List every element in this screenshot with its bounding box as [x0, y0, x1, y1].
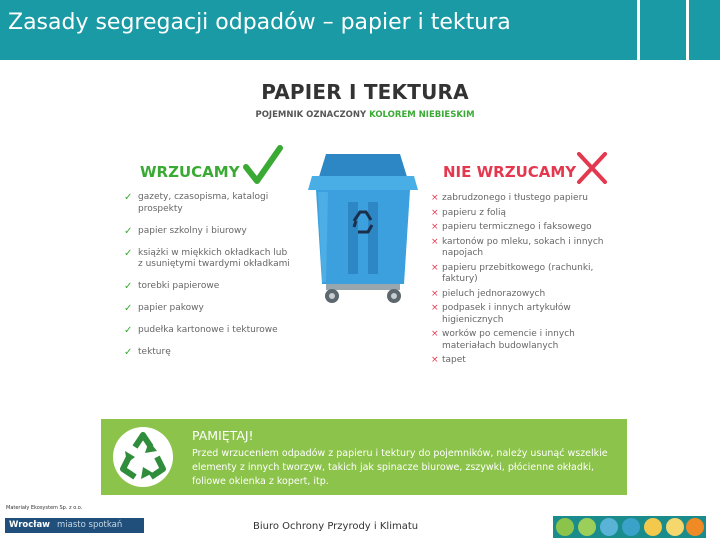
footer-office: Biuro Ochrony Przyrody i Klimatu — [253, 521, 419, 532]
cross-icon: × — [431, 193, 439, 203]
recycle-badge — [113, 427, 173, 487]
cross-icon: × — [431, 262, 439, 273]
cross-icon: × — [431, 288, 439, 299]
check-icon: ✓ — [124, 303, 133, 314]
check-icon: ✓ — [124, 247, 133, 259]
list-item: × pieluch jednorazowych — [431, 288, 546, 299]
header-divider — [686, 0, 689, 60]
list-item: × kartonów po mleku, sokach i innych napojach — [431, 236, 604, 258]
list-item: ✓ tekturę — [124, 347, 171, 358]
list-item: × papieru termicznego i faksowego — [431, 222, 592, 232]
remember-text: Przed wrzuceniem odpadów z papieru i tektury do pojemników, należy usunąć wszelkie elementy z innych tworzyw, takich jak spinacze biurowe, zszywki, płócienne okładki, foliowe okienka z kopert, itp. — [192, 448, 608, 487]
eco-icon-strip — [553, 516, 706, 538]
bulb-icon — [666, 518, 684, 536]
yes-list — [118, 192, 293, 369]
list-item: ✓ papier szkolny i biurowy — [124, 225, 247, 237]
subtitle-highlight: KOLOREM NIEBIESKIM — [369, 110, 475, 120]
subtitle-prefix: POJEMNIK OZNACZONY — [255, 110, 370, 120]
poster-subtitle — [0, 110, 720, 120]
person-icon — [556, 518, 574, 536]
check-icon: ✓ — [124, 192, 133, 203]
drop-icon — [600, 518, 618, 536]
list-item: × papieru z folią — [431, 207, 507, 218]
poster-title: PAPIER I TEKTURA — [261, 80, 469, 104]
slide-title: Zasady segregacji odpadów – papier i tektura — [8, 10, 511, 35]
logo-rest: miasto spotkań — [57, 520, 123, 530]
yes-heading: WRZUCAMY — [140, 163, 240, 181]
cross-icon: × — [431, 329, 439, 339]
no-list — [428, 193, 608, 370]
list-item: × tapet — [431, 355, 466, 365]
check-icon: ✓ — [124, 281, 133, 292]
slide-header — [0, 0, 720, 60]
list-item: × podpasek i innych artykułów higienicznych — [431, 303, 571, 325]
list-item: ✓ gazety, czasopisma, katalogi prospekty — [124, 192, 269, 214]
remember-title: PAMIĘTAJ! — [192, 428, 254, 443]
header-divider — [637, 0, 640, 60]
list-item: × worków po cemencie i innych materiałach budowlanych — [431, 329, 575, 351]
wroclaw-logo — [5, 518, 144, 533]
check-icon: ✓ — [124, 347, 133, 358]
list-item: ✓ pudełka kartonowe i tekturowe — [124, 325, 278, 336]
cross-icon — [573, 150, 609, 186]
list-item: ✓ książki w miękkich okładkach lub z usuniętymi twardymi okładkami — [124, 247, 290, 269]
no-heading: NIE WRZUCAMY — [443, 163, 577, 181]
check-icon: ✓ — [124, 325, 133, 336]
sun-icon — [644, 518, 662, 536]
logo-main: Wrocław — [9, 520, 51, 530]
cross-icon: × — [431, 303, 439, 313]
recycle-icon — [113, 427, 173, 487]
list-item: × papieru przebitkowego (rachunki, faktury) — [431, 262, 594, 284]
check-icon: ✓ — [124, 225, 133, 237]
cross-icon: × — [431, 222, 439, 232]
remember-box — [101, 419, 627, 495]
list-item: × zabrudzonego i tłustego papieru — [431, 193, 588, 203]
wave-icon — [622, 518, 640, 536]
credit: Materiały Ekosystem Sp. z o.o. — [6, 505, 83, 511]
list-item: ✓ papier pakowy — [124, 303, 204, 314]
check-icon — [243, 145, 283, 187]
waste-bin — [304, 150, 422, 306]
leaf-icon — [578, 518, 596, 536]
cross-icon: × — [431, 207, 439, 218]
list-item: ✓ torebki papierowe — [124, 281, 220, 292]
cross-icon: × — [431, 355, 439, 365]
cycle-icon — [686, 518, 704, 536]
cross-icon: × — [431, 236, 439, 247]
